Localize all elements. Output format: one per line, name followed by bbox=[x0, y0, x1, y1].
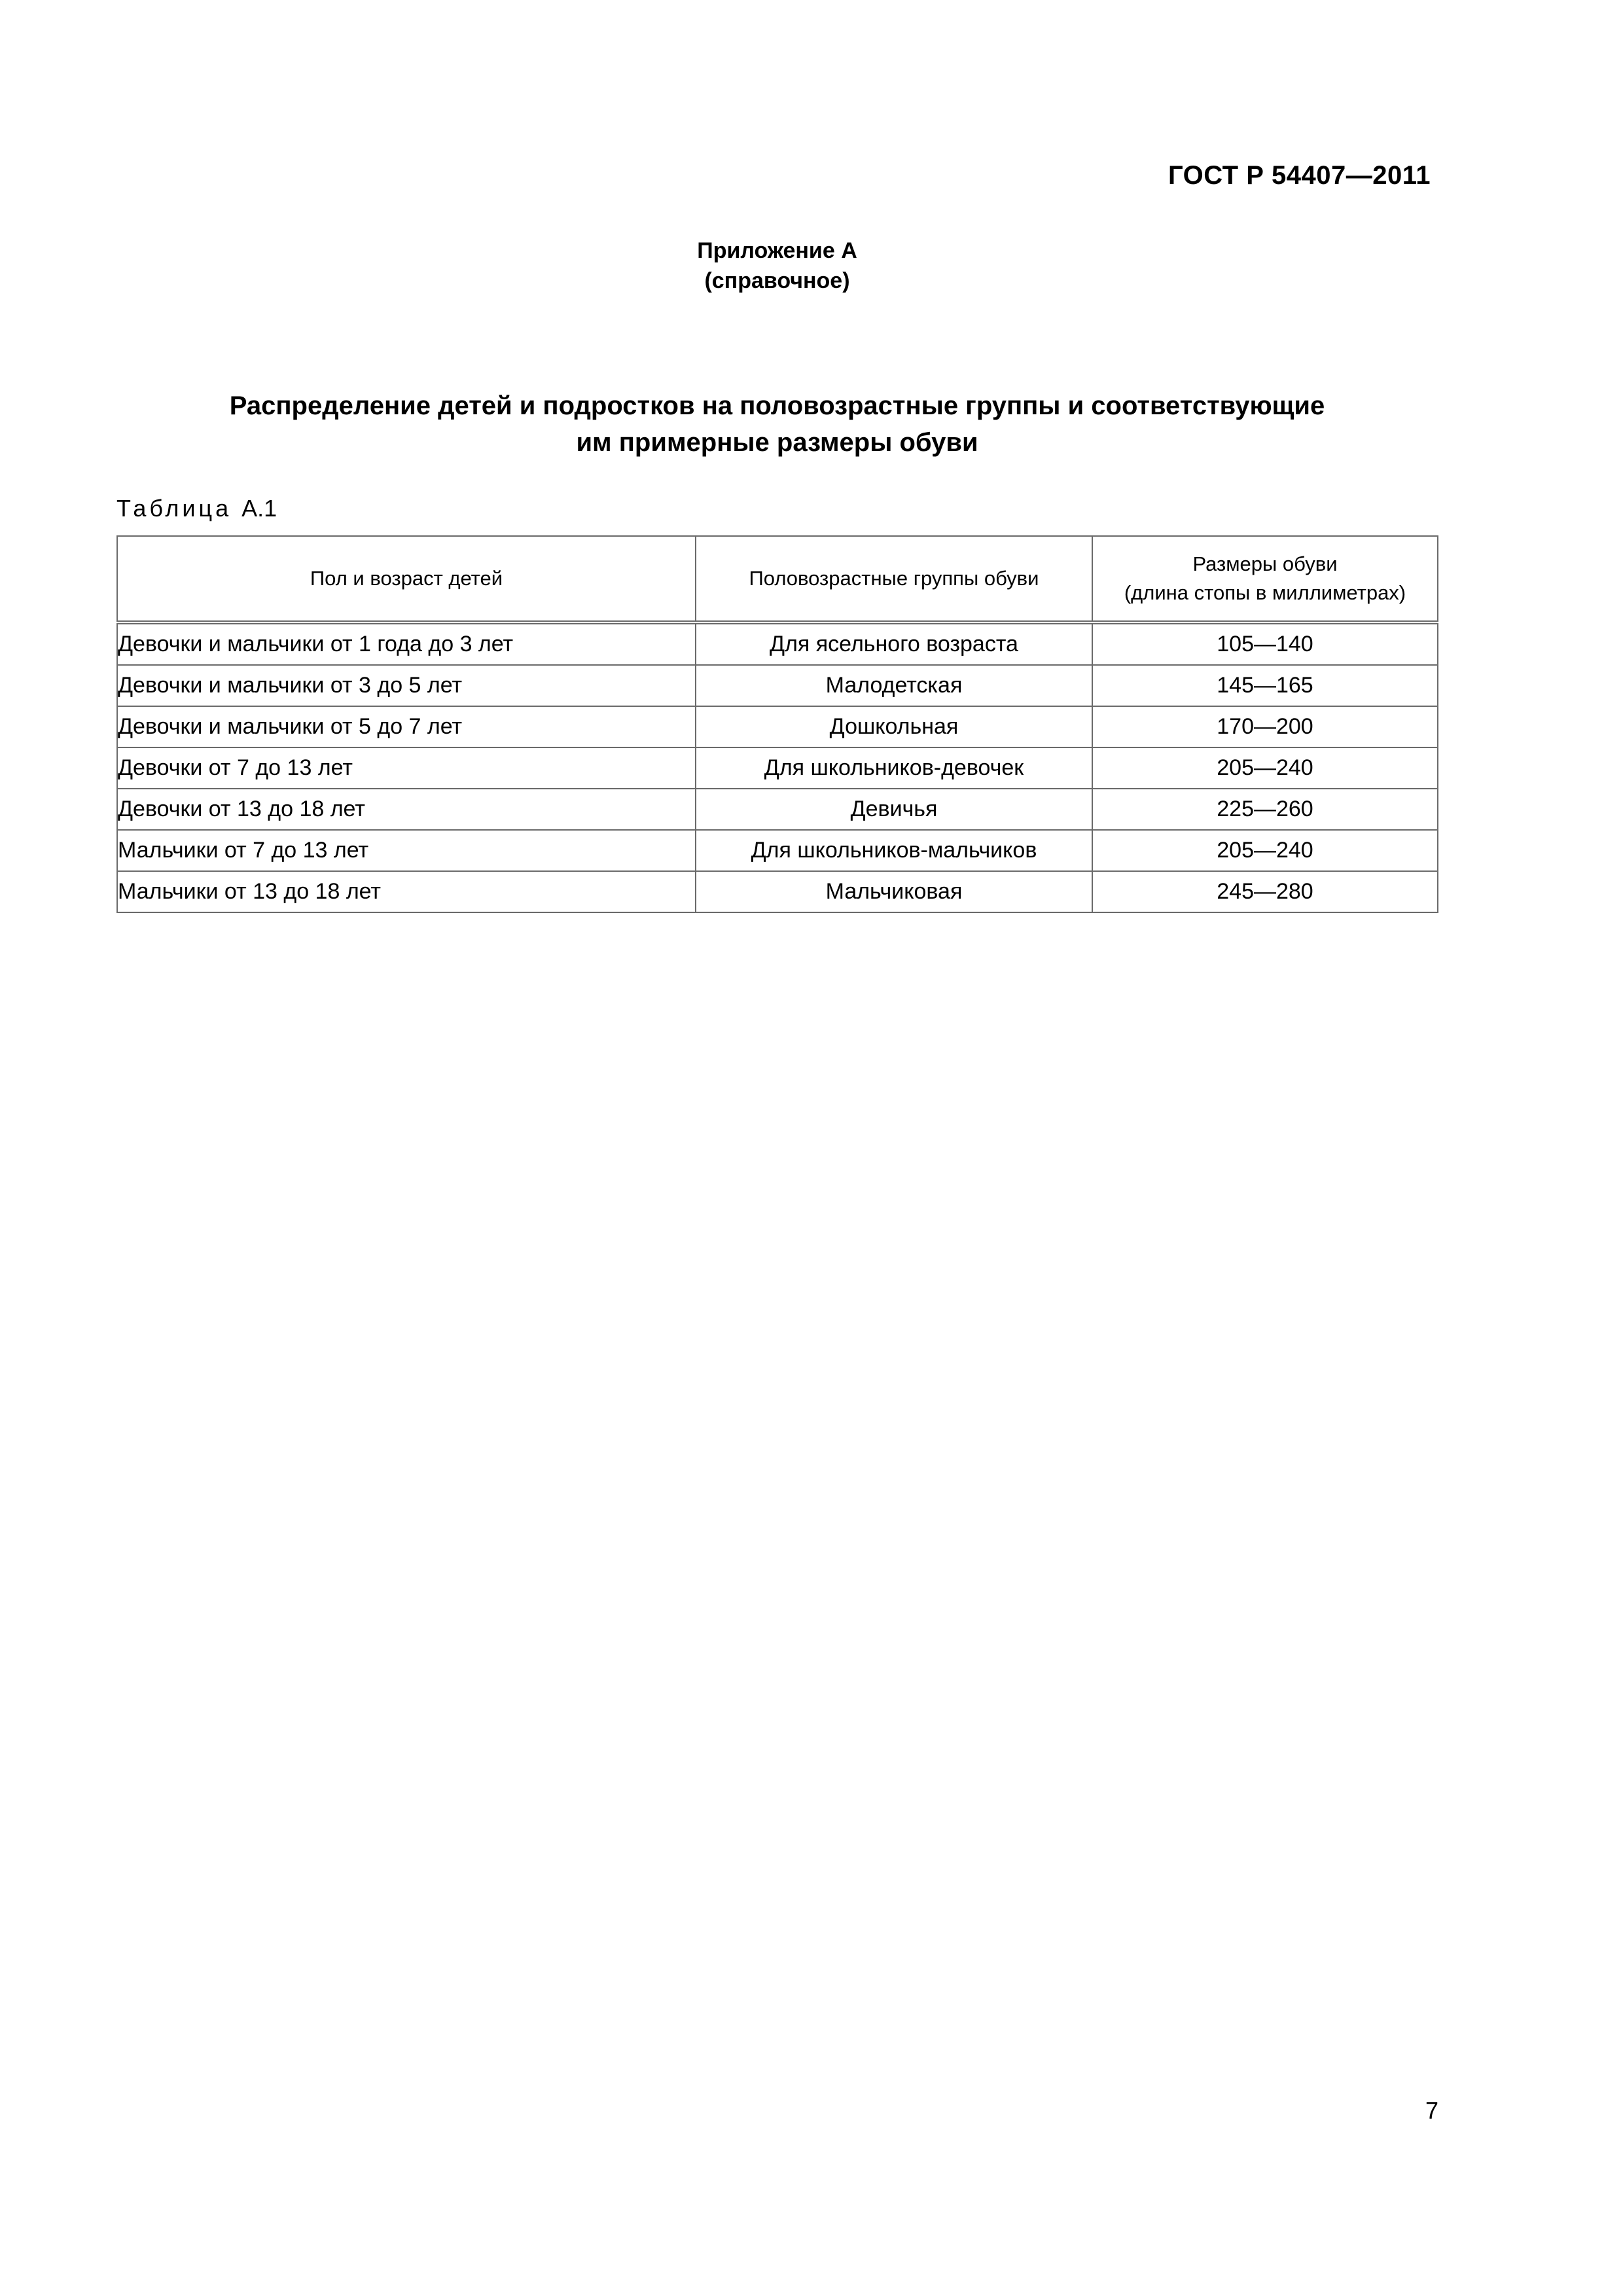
cell-size: 205—240 bbox=[1092, 830, 1438, 871]
cell-group: Для школьников-девочек bbox=[696, 747, 1092, 789]
document-code: ГОСТ Р 54407—2011 bbox=[1168, 161, 1431, 190]
table-row bbox=[117, 871, 1438, 912]
table-header-row bbox=[117, 536, 1438, 622]
header-size-line-1: Размеры обуви bbox=[1192, 552, 1338, 575]
table-row bbox=[117, 789, 1438, 830]
table-row bbox=[117, 622, 1438, 665]
cell-group: Мальчиковая bbox=[696, 871, 1092, 912]
header-group: Половозрастные группы обуви bbox=[696, 536, 1092, 622]
table-caption-label: Таблица bbox=[116, 495, 232, 522]
header-size bbox=[1092, 536, 1438, 622]
page-number: 7 bbox=[1425, 2097, 1438, 2124]
table-row bbox=[117, 747, 1438, 789]
table-caption-number: А.1 bbox=[241, 495, 277, 522]
shoe-size-table bbox=[116, 535, 1438, 913]
cell-size: 105—140 bbox=[1092, 622, 1438, 665]
appendix-subtitle: (справочное) bbox=[704, 268, 850, 293]
cell-age: Девочки от 7 до 13 лет bbox=[117, 747, 696, 789]
cell-size: 205—240 bbox=[1092, 747, 1438, 789]
cell-age: Мальчики от 7 до 13 лет bbox=[117, 830, 696, 871]
table-row bbox=[117, 706, 1438, 747]
table-row bbox=[117, 665, 1438, 706]
cell-group: Для школьников-мальчиков bbox=[696, 830, 1092, 871]
header-age: Пол и возраст детей bbox=[117, 536, 696, 622]
cell-group: Дошкольная bbox=[696, 706, 1092, 747]
document-title-line-1: Распределение детей и подростков на половозрастные группы и соответствующие bbox=[229, 391, 1325, 420]
cell-group: Малодетская bbox=[696, 665, 1092, 706]
table-caption bbox=[116, 495, 277, 522]
header-size-line-2: (длина стопы в миллиметрах) bbox=[1124, 581, 1406, 604]
cell-size: 170—200 bbox=[1092, 706, 1438, 747]
document-title bbox=[0, 387, 1554, 461]
cell-age: Девочки и мальчики от 5 до 7 лет bbox=[117, 706, 696, 747]
cell-age: Девочки и мальчики от 3 до 5 лет bbox=[117, 665, 696, 706]
cell-age: Девочки и мальчики от 1 года до 3 лет bbox=[117, 622, 696, 665]
cell-group: Девичья bbox=[696, 789, 1092, 830]
cell-age: Девочки от 13 до 18 лет bbox=[117, 789, 696, 830]
appendix-heading bbox=[0, 236, 1554, 296]
cell-size: 145—165 bbox=[1092, 665, 1438, 706]
cell-group: Для ясельного возраста bbox=[696, 622, 1092, 665]
document-title-line-2: им примерные размеры обуви bbox=[576, 428, 978, 457]
cell-size: 225—260 bbox=[1092, 789, 1438, 830]
cell-age: Мальчики от 13 до 18 лет bbox=[117, 871, 696, 912]
appendix-title: Приложение А bbox=[697, 238, 857, 263]
cell-size: 245—280 bbox=[1092, 871, 1438, 912]
table-row bbox=[117, 830, 1438, 871]
